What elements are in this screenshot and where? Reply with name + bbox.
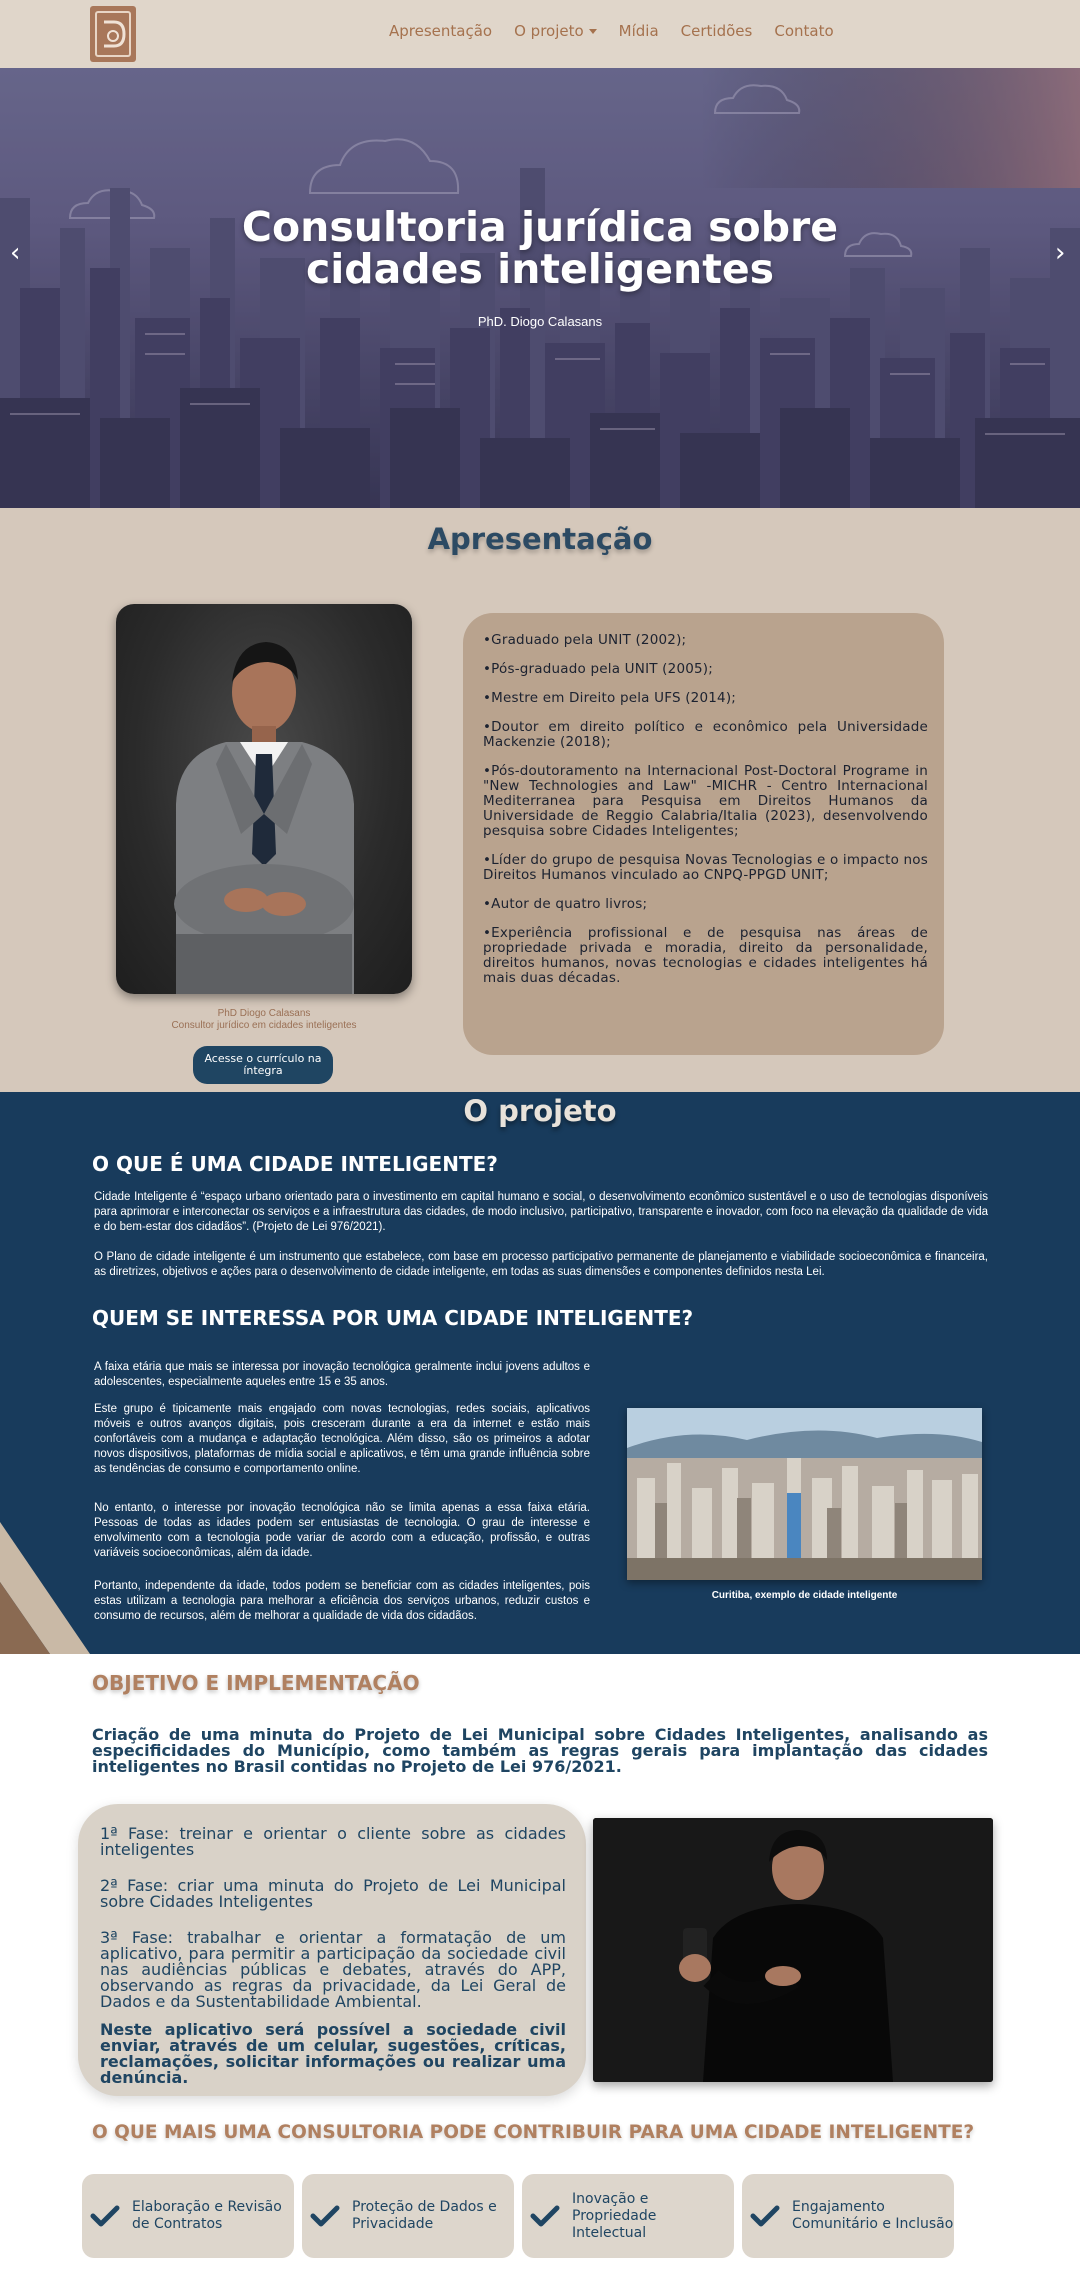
portrait-caption [116, 1008, 412, 1032]
hero-title: Consultoria jurídica sobre cidades inteligentes [241, 203, 839, 293]
portrait-caption-name: PhD Diogo Calasans [217, 1008, 311, 1019]
projeto-title: O projeto [463, 1094, 617, 1128]
hero-subtitle: PhD. Diogo Calasans [477, 314, 603, 329]
bio-item: •Mestre em Direito pela UFS (2014); [483, 690, 737, 706]
service-card-label: Proteção de Dados e Privacidade [352, 2199, 497, 2232]
site-logo[interactable] [90, 6, 136, 62]
man-with-phone-photo [593, 1818, 993, 2082]
paragraph: No entanto, o interesse por inovação tecnológica não se limita apenas a essa faixa etária. Pessoas de todas as idades podem ser entusiastas de tecnologia. O grau de interesse e envolvimento com a tecnologia pode variar de acordo com a educação, profissão, e outras variáveis socioeconômicas, além da idade. [94, 1502, 590, 1559]
bio-item: •Experiência profissional e de pesquisa nas áreas de propriedade privada e moradia, direito da personalidade, direitos humanos, novas tecnologias e cidades inteligentes há mais duas décadas. [483, 925, 928, 986]
heading-o-que-e: O QUE É UMA CIDADE INTELIGENTE? [92, 1152, 498, 1176]
bio-item: •Graduado pela UNIT (2002); [483, 632, 687, 648]
service-card [742, 2174, 954, 2258]
fase-item: Neste aplicativo será possível a sociedade civil enviar, através de um celular, sugestões, críticas, reclamações, solicitar informações ou realizar uma denúncia. [100, 2020, 566, 2087]
fase-item: 2ª Fase: criar uma minuta do Projeto de Lei Municipal sobre Cidades Inteligentes [100, 1876, 566, 1911]
bio-item: •Doutor em direito político e econômico pela Universidade Mackenzie (2018); [483, 719, 928, 750]
objetivo-title: OBJETIVO E IMPLEMENTAÇÃO [92, 1671, 420, 1695]
apresentacao-title: Apresentação [427, 522, 653, 556]
heading-quem-se-interessa: QUEM SE INTERESSA POR UMA CIDADE INTELIGENTE? [92, 1306, 694, 1330]
paragraph: Cidade Inteligente é “espaço urbano orientado para o investimento em capital humano e social, o desenvolvimento econômico sustentável e o uso de tecnologias disponíveis para aprimorar e interconectar os serviços e a infraestrutura das cidades, de modo inclusivo, participativo, transparente e inovador, com foco na elevação da qualidade de vida e do bem-estar dos cidadãos”. (Projeto de Lei 976/2021). [94, 1191, 988, 1233]
checkmark-icon [90, 2204, 120, 2228]
contribuicao-cards [82, 2174, 954, 2258]
carousel-prev-icon[interactable]: ‹ [10, 238, 21, 268]
service-card-label: Engajamento Comunitário e Inclusão [792, 2199, 954, 2232]
fases-box [78, 1804, 586, 2096]
bio-item: •Líder do grupo de pesquisa Novas Tecnologias e o impacto nos Direitos Humanos vinculado ao CNPQ-PPGD UNIT; [483, 852, 928, 883]
bio-item: •Pós-graduado pela UNIT (2005); [483, 661, 714, 677]
bio-box [463, 613, 944, 1055]
fase-item: 3ª Fase: trabalhar e orientar a formatação de um aplicativo, para permitir a participação da sociedade civil nas audiências públicas e debates, através do APP, observando as regras da privacidade, da Lei Geral de Dados e da Sustentabilidade Ambiental. [100, 1928, 566, 2011]
man-in-suit-image [116, 604, 412, 994]
city-aerial-image [627, 1408, 982, 1580]
paragraph: O Plano de cidade inteligente é um instrumento que estabelece, com base em processo participativo permanente de planejamento e viabilidade socioeconômica e financeira, as diretrizes, objetivos e ações para o desenvolvimento de cidade inteligente, em todas as suas dimensões e componentes definidos nesta Lei. [94, 1251, 988, 1278]
checkmark-icon [750, 2204, 780, 2228]
objetivo-text: Criação de uma minuta do Projeto de Lei Municipal sobre Cidades Inteligentes, analisando as especificidades do Município, como também as regras gerais para implantação das cidades inteligentes no Brasil contidas no Projeto de Lei 976/2021. [92, 1725, 988, 1776]
apresentacao-section [0, 508, 1080, 1092]
bio-item: •Pós-doutoramento na Internacional Post-Doctoral Programe in "New Technologies and Law" -MICHR - Centro Internacional Mediterranea para Pesquisa em Direitos Humanos da Universidade de Reggio Calabria/Italia (2023), desenvolvendo pesquisa sobre Cidades Inteligentes; [483, 763, 928, 839]
nav-link-certidoes[interactable]: Certidões [680, 22, 753, 40]
logo-icon [94, 10, 132, 58]
checkmark-icon [310, 2204, 340, 2228]
curriculum-button[interactable]: Acesse o currículo na íntegra [193, 1046, 333, 1084]
checkmark-icon [530, 2204, 560, 2228]
top-navbar [0, 0, 1080, 68]
fase-item: 1ª Fase: treinar e orientar o cliente sobre as cidades inteligentes [100, 1824, 566, 1859]
decorative-stripe [0, 1522, 90, 1654]
paragraph: Portanto, independente da idade, todos podem se beneficiar com as cidades inteligentes, pois estas utilizam a tecnologia para melhorar a eficiência dos serviços urbanos, reduzir custos e consumo de recursos, além de melhorar a qualidade de vida dos cidadãos. [94, 1580, 590, 1622]
man-with-phone-image [593, 1818, 993, 2082]
projeto-section [0, 1092, 1080, 1654]
portrait-photo [116, 604, 412, 994]
curitiba-caption: Curitiba, exemplo de cidade inteligente [711, 1590, 898, 1601]
chevron-down-icon [589, 29, 597, 34]
service-card [82, 2174, 294, 2258]
contribuicao-title: O QUE MAIS UMA CONSULTORIA PODE CONTRIBUIR PARA UMA CIDADE INTELIGENTE? [92, 2122, 975, 2143]
nav-link-o-projeto-label: O projeto [514, 22, 584, 40]
curitiba-photo [627, 1408, 982, 1580]
carousel-next-icon[interactable]: › [1055, 238, 1066, 268]
paragraph: Este grupo é tipicamente mais engajado com novas tecnologias, redes sociais, aplicativos móveis e outros avanços digitais, pois cresceram durante a era da internet e estão mais confortáveis com a mudança e adaptação tecnológica. Além disso, são os primeiros a adotar novos dispositivos, plataformas de mídia social e aplicativos, e têm uma grande influência sobre as tendências de consumo e comportamento online. [94, 1403, 590, 1475]
paragraph: A faixa etária que mais se interessa por inovação tecnológica geralmente inclui jovens adultos e adolescentes, especialmente aqueles entre 15 e 35 anos. [94, 1361, 590, 1388]
nav-link-contato[interactable]: Contato [774, 22, 834, 40]
portrait-caption-role: Consultor jurídico em cidades inteligentes [171, 1020, 357, 1031]
bio-item: •Autor de quatro livros; [483, 896, 648, 912]
nav-menu [389, 22, 834, 40]
hero-carousel [0, 68, 1080, 508]
service-card [522, 2174, 734, 2258]
nav-link-apresentacao[interactable]: Apresentação [389, 22, 493, 40]
service-card-label: Inovação e Propriedade Intelectual [572, 2190, 657, 2241]
service-card-label: Elaboração e Revisão de Contratos [132, 2199, 282, 2232]
nav-link-midia[interactable]: Mídia [618, 22, 659, 40]
nav-link-o-projeto[interactable] [514, 22, 597, 40]
service-card [302, 2174, 514, 2258]
